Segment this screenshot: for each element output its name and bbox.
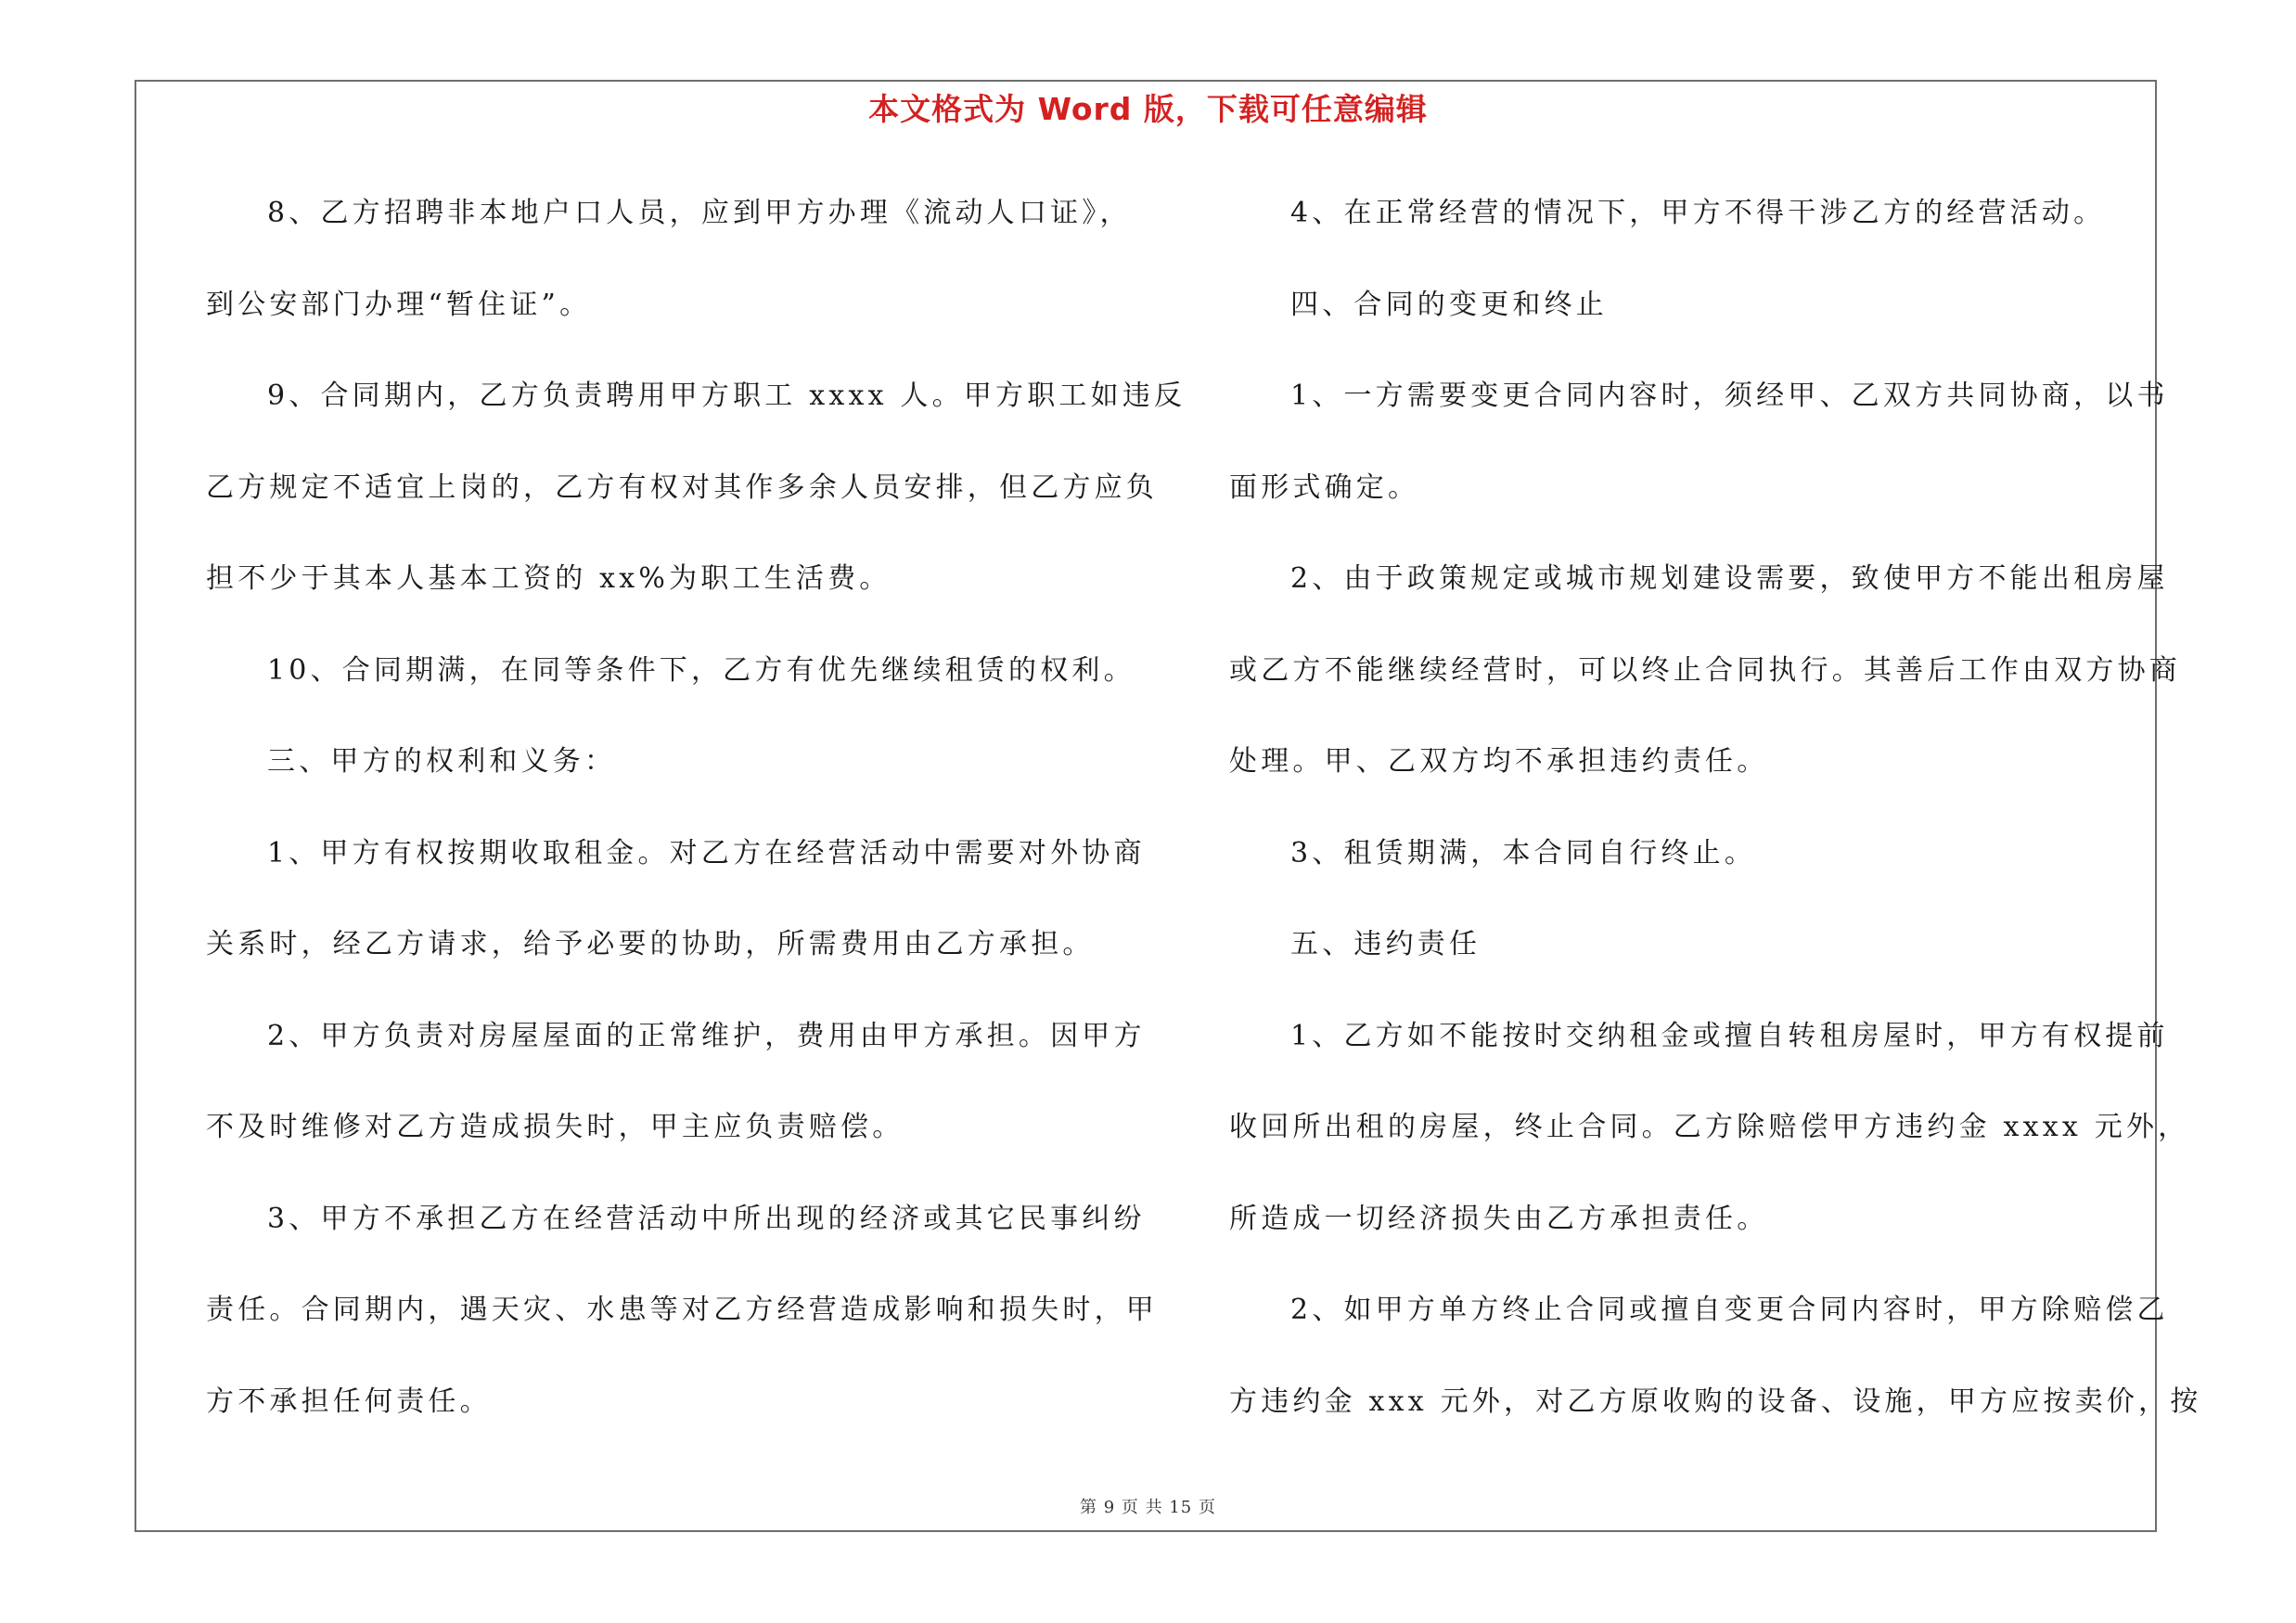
- page-number-footer: 第 9 页 共 15 页: [1080, 1498, 1216, 1517]
- paragraph-line: 责任。合同期内，遇天灾、水患等对乙方经营造成影响和损失时，甲: [206, 1294, 1158, 1326]
- paragraph-line: 关系时，经乙方请求，给予必要的协助，所需费用由乙方承担。: [206, 928, 1095, 960]
- paragraph-line: 3、甲方不承担乙方在经营活动中所出现的经济或其它民事纠纷: [267, 1202, 1146, 1235]
- paragraph-line: 10、合同期满，在同等条件下，乙方有优先继续租赁的权利。: [267, 653, 1135, 687]
- paragraph-line: 1、甲方有权按期收取租金。对乙方在经营活动中需要对外协商: [267, 836, 1146, 869]
- paragraph-line: 担不少于其本人基本工资的 xx%为职工生活费。: [206, 562, 891, 595]
- paragraph-line: 方违约金 xxx 元外，对乙方原收购的设备、设施，甲方应按卖价，按: [1229, 1385, 2202, 1418]
- section-heading: 三、甲方的权利和义务：: [267, 745, 617, 778]
- paragraph-line: 2、甲方负责对房屋屋面的正常维护，费用由甲方承担。因甲方: [267, 1019, 1146, 1052]
- paragraph-line: 乙方规定不适宜上岗的，乙方有权对其作多余人员安排，但乙方应负: [206, 470, 1158, 504]
- paragraph-line: 4、在正常经营的情况下，甲方不得干涉乙方的经营活动。: [1290, 197, 2106, 229]
- paragraph-line: 到公安部门办理“暂住证”。: [206, 288, 592, 321]
- paragraph-line: 9、合同期内，乙方负责聘用甲方职工 xxxx 人。甲方职工如违反: [267, 380, 1186, 412]
- section-heading: 五、违约责任: [1290, 928, 1481, 960]
- paragraph-line: 方不承担任何责任。: [206, 1385, 492, 1418]
- left-column: [206, 181, 1186, 1461]
- paragraph-line: 收回所出租的房屋，终止合同。乙方除赔偿甲方违约金 xxxx 元外，: [1229, 1111, 2190, 1143]
- paragraph-line: 8、乙方招聘非本地户口人员，应到甲方办理《流动人口证》，: [267, 197, 1132, 229]
- section-heading: 四、合同的变更和终止: [1290, 288, 1608, 321]
- paragraph-line: 1、乙方如不能按时交纳租金或擅自转租房屋时，甲方有权提前: [1290, 1019, 2169, 1052]
- paragraph-line: 处理。甲、乙双方均不承担违约责任。: [1229, 745, 1769, 778]
- paragraph-line: 所造成一切经济损失由乙方承担责任。: [1229, 1202, 1769, 1235]
- paragraph-line: 不及时维修对乙方造成损失时，甲主应负责赔偿。: [206, 1111, 904, 1143]
- paragraph-line: 3、租赁期满，本合同自行终止。: [1290, 836, 1757, 869]
- paragraph-line: 面形式确定。: [1229, 470, 1420, 504]
- paragraph-line: 或乙方不能继续经营时，可以终止合同执行。其善后工作由双方协商: [1229, 653, 2181, 687]
- paragraph-line: 1、一方需要变更合同内容时，须经甲、乙双方共同协商，以书: [1290, 380, 2169, 412]
- paragraph-line: 2、由于政策规定或城市规划建设需要，致使甲方不能出租房屋: [1290, 562, 2169, 595]
- right-column: [1229, 181, 2202, 1461]
- paragraph-line: 2、如甲方单方终止合同或擅自变更合同内容时，甲方除赔偿乙: [1290, 1294, 2169, 1326]
- format-notice-banner: 本文格式为 Word 版，下载可任意编辑: [868, 91, 1428, 127]
